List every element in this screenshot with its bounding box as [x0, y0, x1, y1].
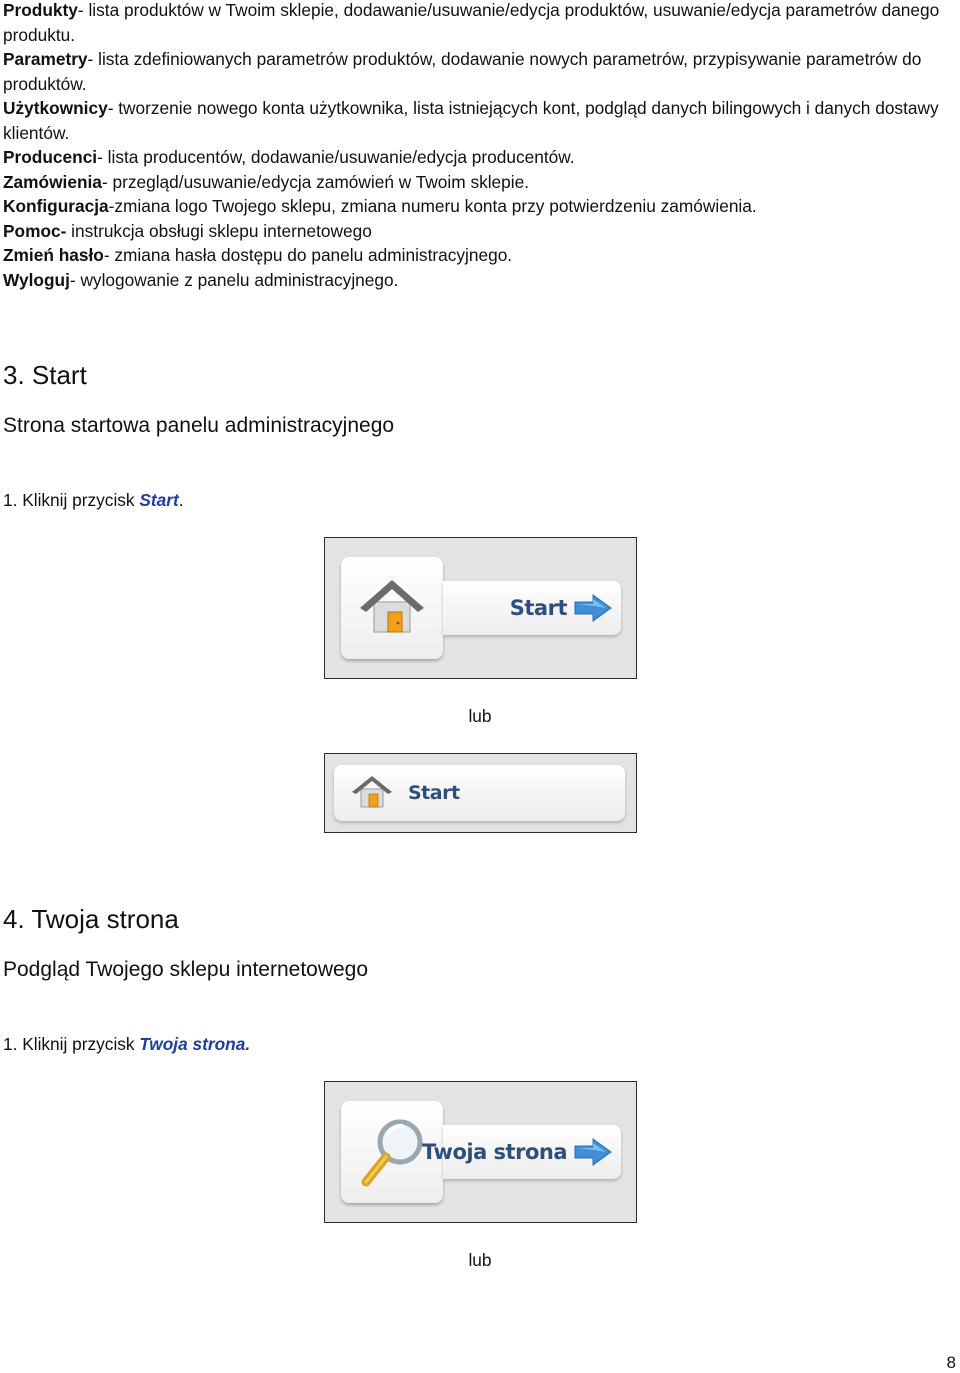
- section-lead-start: Strona startowa panelu administracyjnego: [3, 414, 395, 437]
- or-text: lub: [468, 706, 492, 726]
- definitions-list: [3, 0, 958, 292]
- definition-term: Konfiguracja: [3, 196, 109, 216]
- definition-term: Produkty: [3, 0, 78, 20]
- definition-item: [3, 0, 958, 47]
- twoja-strona-button-screenshot: [324, 1081, 637, 1223]
- definition-item: [3, 268, 958, 293]
- definition-text: - wylogowanie z panelu administracyjnego.: [69, 269, 399, 290]
- start-small-button-screenshot: [324, 753, 637, 833]
- step-prefix: 1. Kliknij przycisk: [3, 490, 140, 510]
- arrow-right-icon: [573, 1137, 613, 1167]
- definition-text: - zmiana hasła dostępu do panelu administracyjnego.: [103, 245, 513, 265]
- magnifier-icon: [352, 1112, 432, 1192]
- home-icon: [350, 773, 394, 811]
- step-button-reference: Start: [139, 490, 179, 510]
- start-label-bar[interactable]: [443, 581, 621, 635]
- definition-item: [3, 47, 958, 96]
- definition-text: -zmiana logo Twojego sklepu, zmiana numeru konta przy potwierdzeniu zamówienia.: [108, 196, 757, 216]
- definition-item: [3, 96, 958, 145]
- twoja-strona-button-label: Twoja strona: [422, 1140, 567, 1164]
- definition-term: Zmień hasło: [3, 245, 104, 265]
- step-start: [3, 489, 184, 511]
- definition-term: Zamówienia: [3, 171, 102, 192]
- section-heading-twoja-strona: 4. Twoja strona: [3, 904, 179, 934]
- start-button-label: Start: [509, 596, 567, 620]
- or-text: lub: [468, 1250, 492, 1270]
- definition-item: [3, 170, 958, 195]
- step-button-reference: Twoja strona.: [139, 1034, 251, 1054]
- definition-term: Użytkownicy: [3, 98, 108, 118]
- start-button-screenshot: [324, 537, 637, 679]
- page-number: 8: [946, 1353, 956, 1372]
- step-suffix: .: [178, 490, 184, 510]
- definition-item: [3, 243, 958, 268]
- definition-text: - lista producentów, dodawanie/usuwanie/edycja producentów.: [97, 147, 575, 167]
- step-twoja-strona: [3, 1033, 250, 1055]
- definition-term: Parametry: [3, 49, 88, 69]
- start-icon-tile[interactable]: [341, 557, 443, 659]
- home-icon: [352, 568, 432, 648]
- twoja-strona-label-bar[interactable]: [422, 1125, 621, 1179]
- definition-term: Producenci: [3, 147, 98, 167]
- definition-term: Wyloguj: [3, 269, 70, 290]
- section-heading-start: 3. Start: [3, 360, 87, 390]
- arrow-right-icon: [573, 593, 613, 623]
- start-small-button-label: Start: [408, 782, 460, 804]
- definition-text: instrukcja obsługi sklepu internetowego: [66, 220, 372, 241]
- definition-text: - lista produktów w Twoim sklepie, dodawanie/usuwanie/edycja produktów, usuwanie/edycja parametrów danego produktu.: [3, 0, 940, 45]
- start-small-button[interactable]: [334, 765, 625, 821]
- section-lead-twoja-strona: Podgląd Twojego sklepu internetowego: [3, 958, 369, 981]
- definition-text: - lista zdefiniowanych parametrów produktów, dodawanie nowych parametrów, przypisywanie parametrów do produktów.: [3, 49, 922, 94]
- definition-text: - tworzenie nowego konta użytkownika, lista istniejących kont, podgląd danych bilingowych i danych dostawy klientów.: [3, 98, 939, 143]
- definition-item: [3, 219, 958, 244]
- definition-text: - przegląd/usuwanie/edycja zamówień w Twoim sklepie.: [101, 171, 530, 192]
- step-prefix: 1. Kliknij przycisk: [3, 1034, 140, 1054]
- definition-term: Pomoc-: [3, 220, 67, 241]
- definition-item: [3, 194, 958, 219]
- definition-item: [3, 145, 958, 170]
